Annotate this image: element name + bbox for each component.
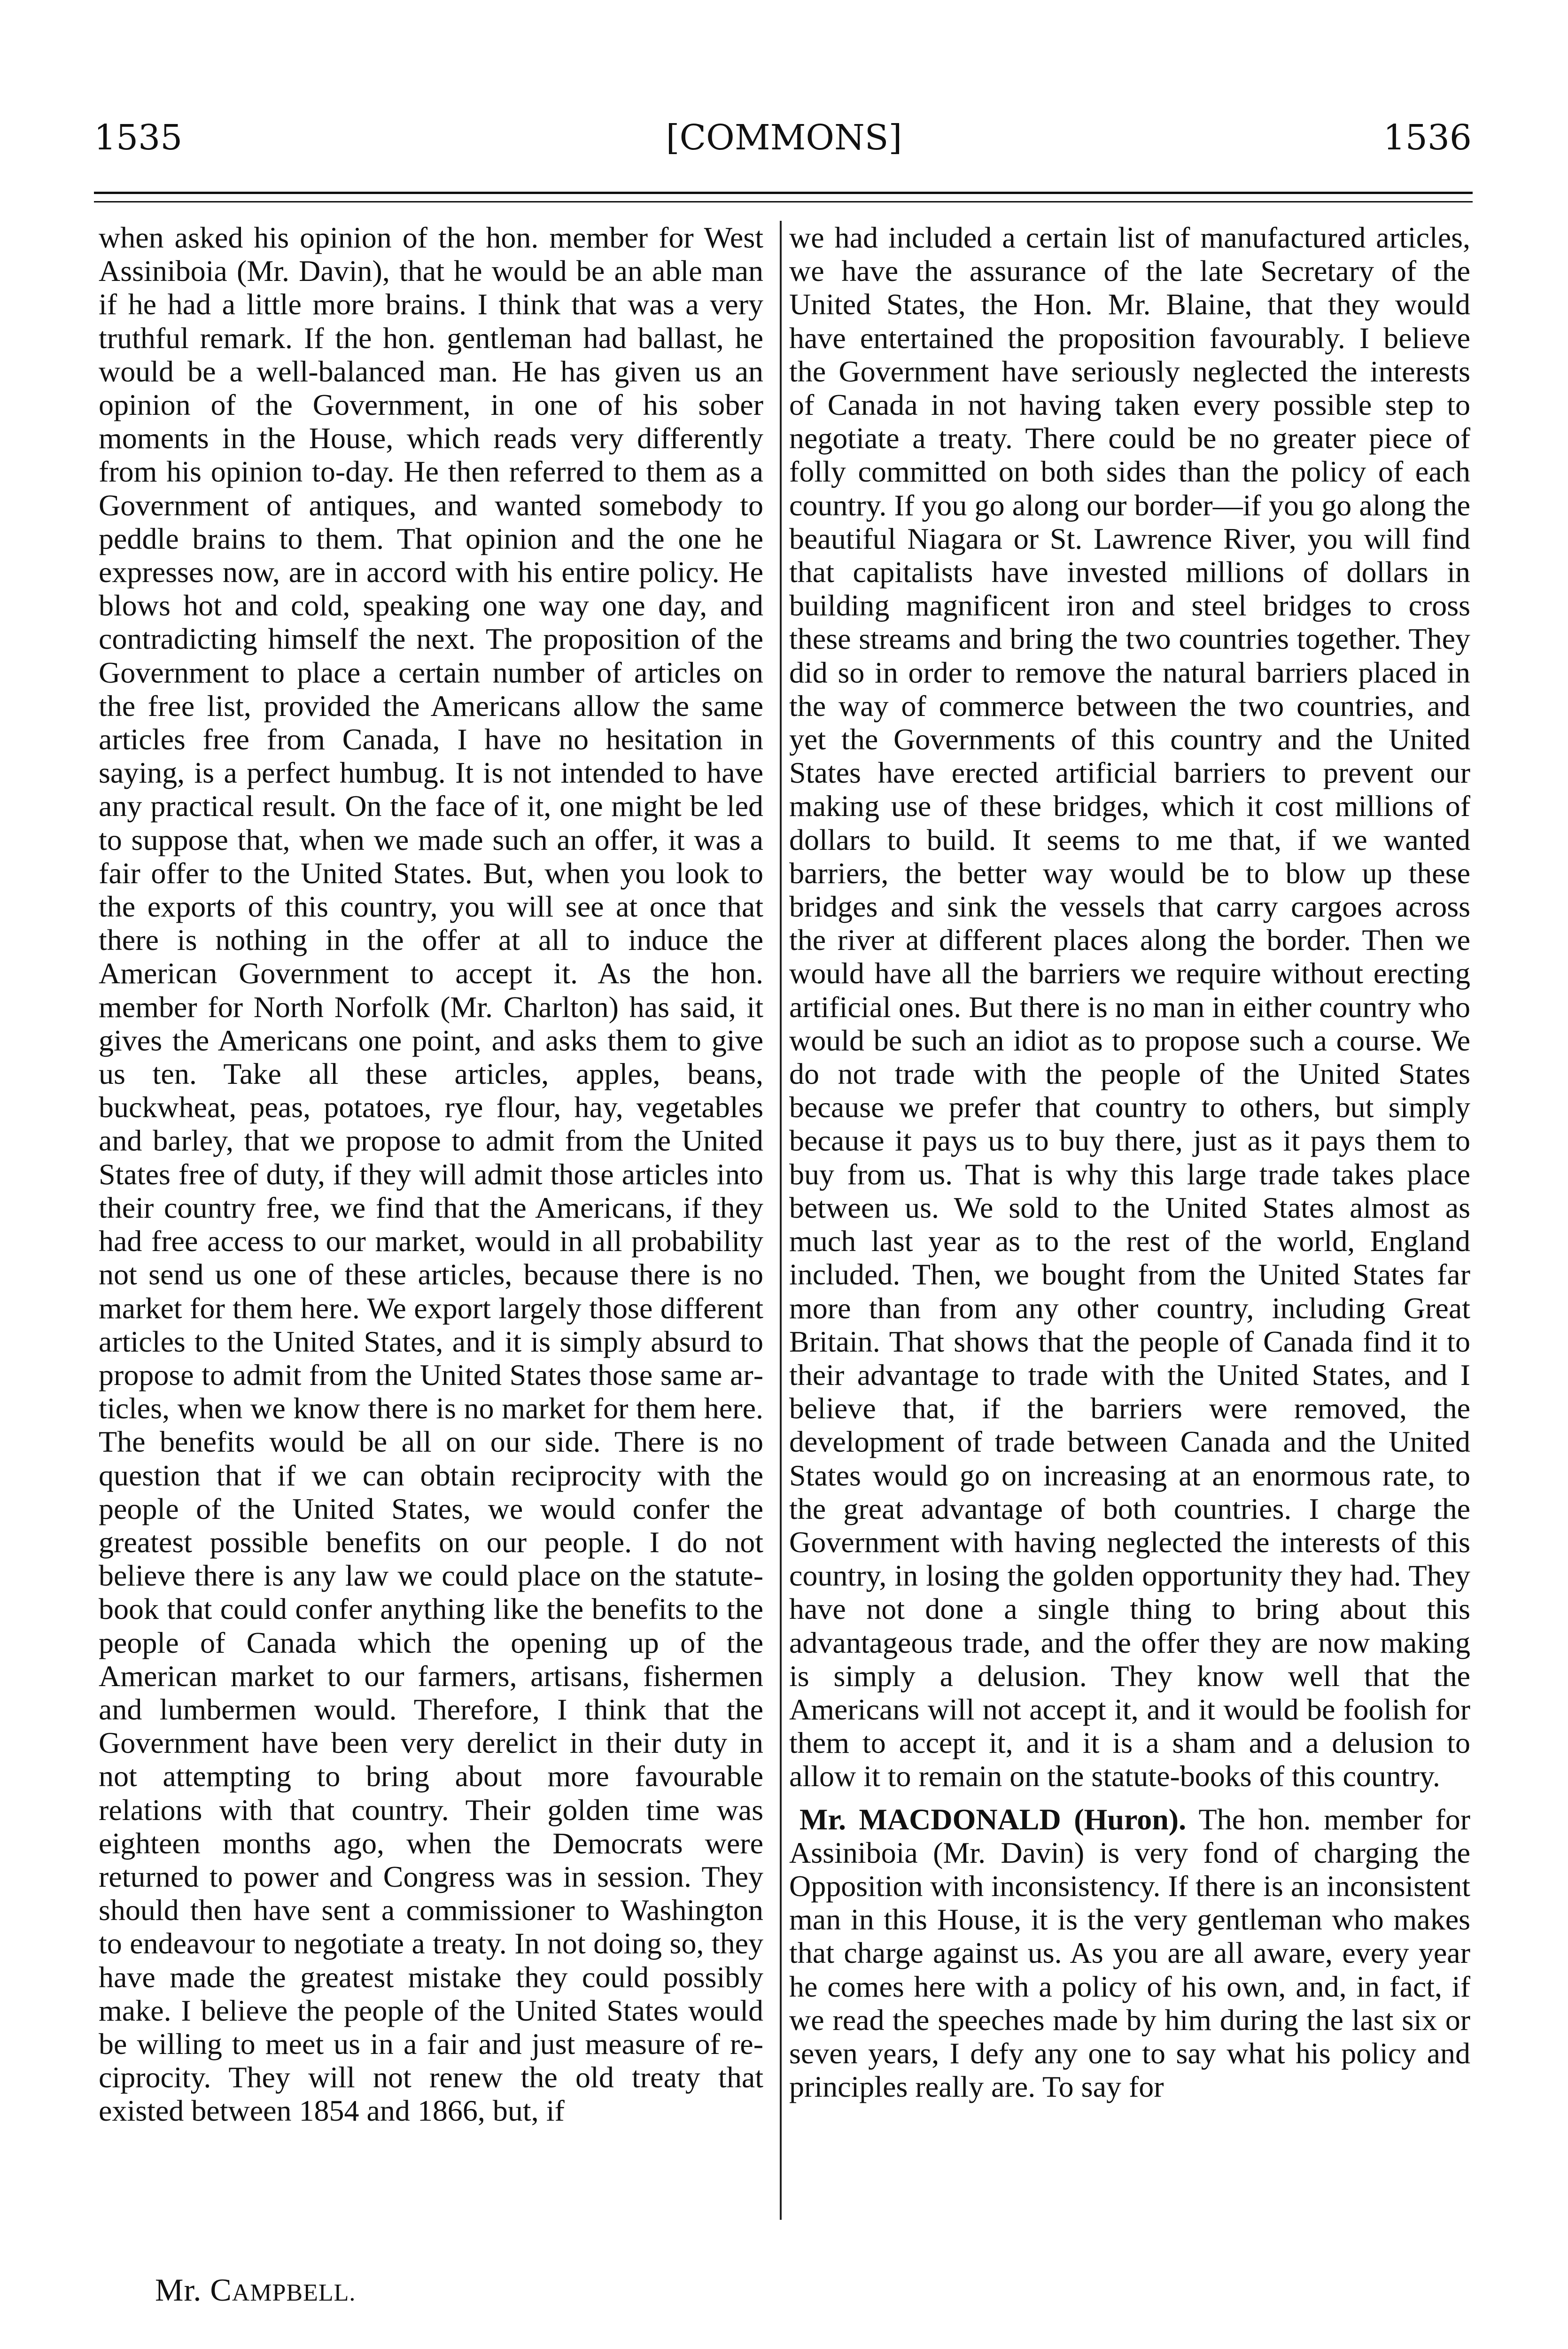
speech-text: The hon. member for Assiniboia (Mr. Davin) is very fond of charging the Opposition with inconsistency. If there is an inconsistent man in this House, it is the very gentleman who makes that charge against us. As you are all aware, every year he comes here with a policy of his own, and, in fact, if we read the speeches made by him during the last six or seven years, I defy any one to say what his policy and principles really are. To say for bbox=[789, 1802, 1470, 2104]
column-divider bbox=[780, 221, 782, 2220]
speaker-name: Mr. MACDONALD (Huron). bbox=[800, 1802, 1187, 1836]
header-rule-thick bbox=[94, 192, 1473, 194]
right-column bbox=[789, 221, 1470, 2344]
page-number-left: 1535 bbox=[94, 117, 183, 158]
page-header-title: [COMMONS] bbox=[666, 117, 902, 158]
right-column-paragraph-1: we had included a certain list of manufactured articles, we have the assurance of the late Secretary of the United States, the Hon. Mr. Blaine, that they would have entertained the proposition favourably. I believe the Government have seriously neglected the interests of Canada in not having taken every possible step to negotiate a treaty. There could be no greater piece of folly committed on both sides than the policy of each country. If you go along our border—if you go along the beautiful Niagara or St. Lawrence River, you will find that capitalists have invested millions of dollars in building magnificent iron and steel bridges to cross these streams and bring the two countries together. They did so in order to remove the natural barriers placed in the way of commerce between the two countries, and yet the Governments of this country and the United States have erected artificial barriers to prevent our making use of these bridges, which it cost millions of dollars to build. It seems to me that, if we wanted barriers, the better way would be to blow up these bridges and sink the vessels that carry cargoes across the river at different places along the border. Then we would have all the barriers we require without erecting artificial ones. But there is no man in either country who would be such an idiot as to propose such a course. We do not trade with the people of the United States because we prefer that country to others, but simply because it pays us to buy there, just as it pays them to buy from us. That is why this large trade takes place between us. We sold to the United States almost as much last year as to the rest of the world, England included. Then, we bought from the United States far more than from any other country, including Great Britain. That shows that the people of Canada find it to their advantage to trade with the United States, and I believe that, if the barriers were removed, the development of trade between Canada and the United States would go on increasing at an enormous rate, to the great advantage of both countries. I charge the Government with having neglected the interests of this country, in losing the golden opportunity they had. They have not done a single thing to bring about this advantageous trade, and the offer they are now making is simply a delusion. They know well that the Americans will not accept it, and it would be foolish for them to accept it, and it is a sham and a delusion to allow it to remain on the statute-books of this country. bbox=[789, 221, 1470, 1793]
page-footer-speaker bbox=[155, 2271, 356, 2309]
right-column-paragraph-2 bbox=[789, 1803, 1470, 2104]
footer-prefix: Mr. C bbox=[155, 2272, 232, 2308]
page-number-right: 1536 bbox=[1383, 117, 1472, 158]
left-column-paragraph: when asked his opinion of the hon. member for West Assiniboia (Mr. Davin), that he would be an able man if he had a little more brains. I think that was a very truthful remark. If the hon. gentleman had ballast, he would be a well-balanced man. He has given us an opinion of the Government, in one of his sober moments in the House, which reads very differently from his opinion to-day. He then referred to them as a Government of antiques, and wanted somebody to peddle brains to them. That opinion and the one he expresses now, are in accord with his entire policy. He blows hot and cold, speaking one way one day, and contradicting himself the next. The proposition of the Government to place a certain number of articles on the free list, provided the Americans allow the same articles free from Canada, I have no hesitation in saying, is a perfect humbug. It is not intended to have any practical result. On the face of it, one might be led to suppose that, when we made such an offer, it was a fair offer to the United States. But, when you look to the exports of this country, you will see at once that there is nothing in the offer at all to induce the American Government to accept it. As the hon. member for North Norfolk (Mr. Charlton) has said, it gives the Americans one point, and asks them to give us ten. Take all these articles, apples, beans, buckwheat, peas, potatoes, rye flour, hay, vegetables and barley, that we propose to admit from the United States free of duty, if they will admit those articles into their country free, we find that the Americans, if they had free access to our market, would in all probability not send us one of these articles, because there is no market for them here. We export largely those different articles to the United States, and it is simply absurd to propose to admit from the United States those same articles, when we know there is no market for them here. The benefits would be all on our side. There is no question that if we can obtain reciprocity with the people of the United States, we would confer the greatest possible benefits on our people. I do not believe there is any law we could place on the statute-book that could confer anything like the benefits to the people of Canada which the opening up of the American market to our farmers, artisans, fishermen and lumbermen would. Therefore, I think that the Government have been very derelict in their duty in not attempting to bring about more favourable relations with that country. Their golden time was eighteen months ago, when the Democrats were returned to power and Congress was in session. They should then have sent a commissioner to Washington to endeavour to negotiate a treaty. In not doing so, they have made the greatest mistake they could possibly make. I believe the people of the United States would be willing to meet us in a fair and just measure of reciprocity. They will not renew the old treaty that existed between 1854 and 1866, but, if bbox=[99, 221, 763, 2128]
footer-name-smallcaps: AMPBELL. bbox=[232, 2279, 356, 2306]
left-column bbox=[99, 221, 763, 2344]
header-rule-thin bbox=[94, 201, 1473, 202]
